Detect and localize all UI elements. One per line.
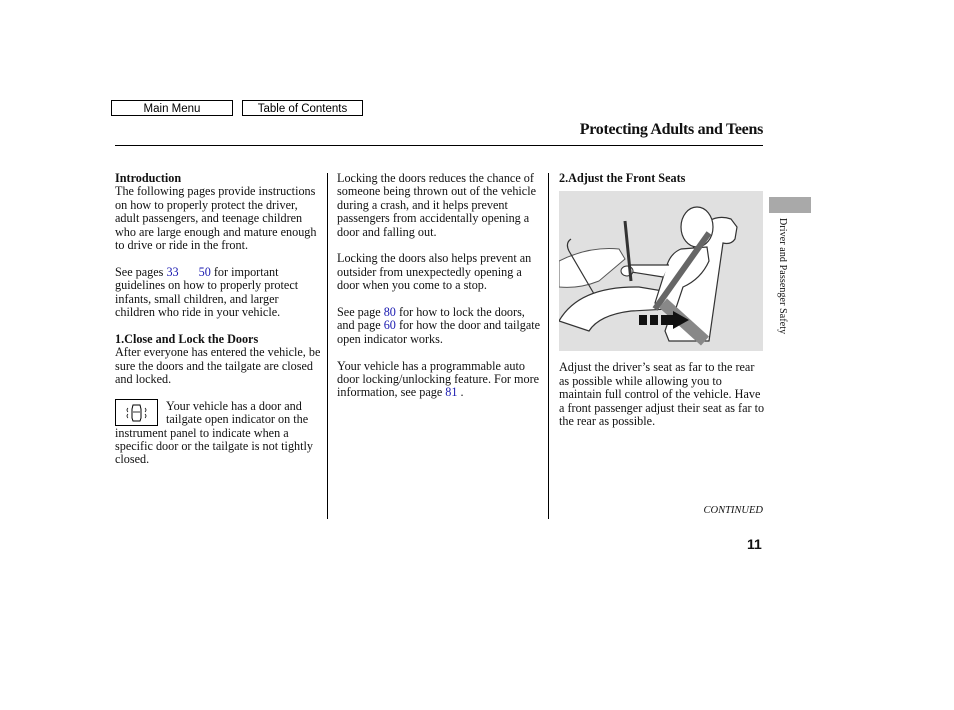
auto-lock-suffix: . [457,385,464,400]
see-page-middle: for how to lock the doors, and page [337,305,525,333]
main-menu-button[interactable]: Main Menu [111,100,233,116]
page-title: Protecting Adults and Teens [579,121,763,138]
section-side-label: Driver and Passenger Safety [777,218,788,335]
page-number: 11 [747,536,762,552]
left-column [115,172,321,467]
step1-paragraph: After everyone has entered the vehicle, be sure the doors and the tailgate are closed and locked. [115,345,321,387]
page-link-81[interactable]: 81 [445,385,458,400]
right-column [559,172,765,442]
indicator-text: Your vehicle has a door and tailgate open indicator on the instrument panel to indicate when a specific door or the tailgate is not tightly closed. [115,398,313,467]
middle-column [337,172,543,413]
intro-heading: Introduction [115,171,182,185]
page-link-50[interactable]: 50 [198,264,211,279]
step2-heading: 2.Adjust the Front Seats [559,171,686,185]
auto-lock-paragraph [337,360,543,400]
see-page-prefix: See page [337,305,384,320]
see-page-paragraph [337,306,543,346]
see-pages-suffix: for important guidelines on how to properly protect infants, small children, and larger children who ride in your vehicle. [115,264,299,320]
page-link-60[interactable]: 60 [383,318,396,333]
step1-heading: 1.Close and Lock the Doors [115,331,259,346]
door-open-indicator-icon [115,399,158,426]
page-link-33[interactable]: 33 [166,264,179,279]
indicator-paragraph [115,400,321,467]
page-link-80[interactable]: 80 [383,305,396,320]
locking-paragraph-2: Locking the doors also helps prevent an outsider from unexpectedly opening a door when you come to a stop. [337,251,532,293]
seat-adjustment-illustration [559,191,763,351]
see-page-suffix: for how the door and tailgate open indicator works. [337,318,541,346]
see-pages-paragraph [115,266,321,320]
continued-label: CONTINUED [703,505,763,516]
intro-paragraph: The following pages provide instructions on how to properly protect the driver, adult passengers, and teenage children who are large enough and mature enough to drive or ride in the front. [115,184,317,253]
column-divider-2 [548,173,549,519]
auto-lock-text: Your vehicle has a programmable auto door locking/unlocking feature. For more information, see page [337,358,540,400]
column-divider-1 [327,173,328,519]
section-tab [769,197,811,213]
see-pages-prefix: See pages [115,264,167,279]
table-of-contents-button[interactable]: Table of Contents [242,100,363,116]
locking-paragraph-1: Locking the doors reduces the chance of someone being thrown out of the vehicle during a crash, and it helps prevent passengers from accidentally opening a door and falling out. [337,171,537,239]
seat-paragraph: Adjust the driver’s seat as far to the rear as possible while allowing you to maintain full control of the vehicle. Have a front passenger adjust their seat as far to the rear as possible. [559,360,765,429]
title-divider [115,145,763,146]
